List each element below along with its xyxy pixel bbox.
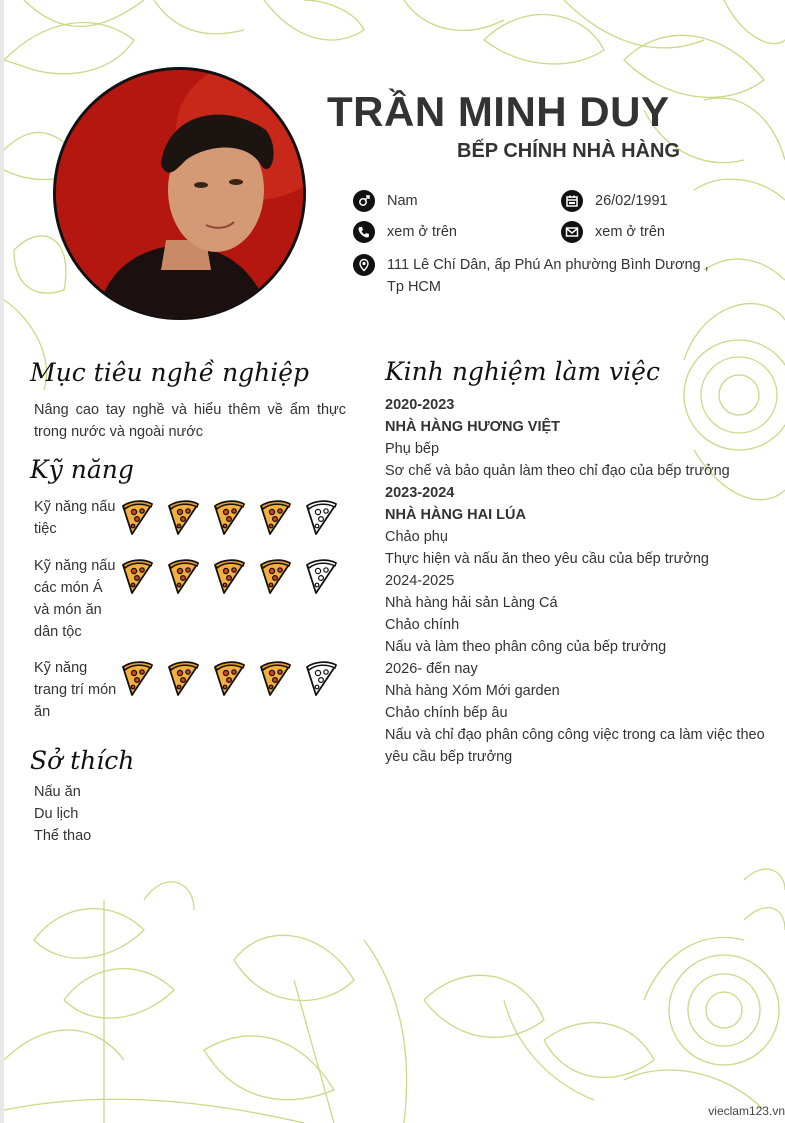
address-row: [353, 254, 733, 298]
pizza-slice-filled-icon: [166, 659, 201, 697]
pizza-slice-filled-icon: [258, 557, 293, 595]
email-value: xem ở trên: [595, 224, 665, 240]
address-line-2: Tp HCM: [387, 279, 441, 295]
objective-heading: Mục tiêu nghề nghiệp: [30, 358, 310, 387]
email-icon: [561, 221, 583, 243]
experience-line: 2026- đến nay: [385, 661, 478, 677]
experience-line: 2024-2025: [385, 573, 455, 589]
hobby-item: Thể thao: [34, 828, 92, 844]
pizza-slice-filled-icon: [258, 498, 293, 536]
skill-rating: [120, 498, 339, 540]
address-value: [387, 254, 709, 298]
address-line-1: 111 Lê Chí Dân, ấp Phú An phường Bình Dương ,: [387, 257, 709, 273]
birthday-row: [561, 190, 668, 212]
experience-line: Chảo chính: [385, 617, 460, 633]
experience-line: Thực hiện và nấu ăn theo yêu cầu của bếp trưởng: [385, 551, 709, 567]
experience-line: 2023-2024: [385, 485, 455, 501]
phone-row: [353, 221, 457, 243]
experience-line: 2020-2023: [385, 397, 455, 413]
skill-item: [34, 555, 354, 643]
hobby-item: Du lịch: [34, 806, 79, 822]
pizza-slice-filled-icon: [120, 557, 155, 595]
pizza-slice-filled-icon: [120, 659, 155, 697]
experience-line: Sơ chế và bảo quản làm theo chỉ đạo của bếp trưởng: [385, 463, 730, 479]
calendar-icon: [561, 190, 583, 212]
experience-line: Nấu và chỉ đạo phân công công việc trong ca làm việc theo yêu cầu bếp trưởng: [385, 727, 765, 765]
pizza-slice-filled-icon: [212, 659, 247, 697]
experience-line: Nhà hàng hải sản Làng Cá: [385, 595, 558, 611]
experience-list: [385, 394, 775, 768]
skill-name: Kỹ năng nấu các món Á và món ăn dân tộc: [34, 558, 116, 640]
pizza-slice-filled-icon: [166, 498, 201, 536]
profile-photo: [53, 67, 306, 320]
skill-rating: [120, 557, 339, 643]
skill-rating: [120, 659, 339, 723]
experience-line: Chảo chính bếp âu: [385, 705, 508, 721]
experience-line: Phụ bếp: [385, 441, 440, 457]
pizza-slice-empty-icon: [304, 659, 339, 697]
experience-line: NHÀ HÀNG HƯƠNG VIỆT: [385, 419, 561, 435]
gender-row: [353, 190, 418, 212]
birthday-value: 26/02/1991: [595, 193, 668, 209]
hobbies-heading: Sở thích: [30, 746, 135, 775]
experience-line: Nhà hàng Xóm Mới garden: [385, 683, 560, 699]
gender-icon: [353, 190, 375, 212]
skills-heading: Kỹ năng: [30, 455, 134, 484]
email-row: [561, 221, 665, 243]
gender-value: Nam: [387, 193, 418, 209]
skill-item: [34, 657, 354, 723]
pizza-slice-filled-icon: [166, 557, 201, 595]
location-icon: [353, 254, 375, 276]
candidate-name: TRẦN MINH DUY: [327, 88, 670, 135]
experience-line: Nấu và làm theo phân công của bếp trưởng: [385, 639, 667, 655]
skill-item: [34, 496, 354, 540]
hobby-item: Nấu ăn: [34, 784, 81, 800]
pizza-slice-filled-icon: [212, 498, 247, 536]
pizza-slice-empty-icon: [304, 557, 339, 595]
phone-icon: [353, 221, 375, 243]
pizza-slice-filled-icon: [120, 498, 155, 536]
skill-name: Kỹ năng nấu tiệc: [34, 499, 116, 537]
experience-line: NHÀ HÀNG HAI LÚA: [385, 507, 526, 523]
experience-heading: Kinh nghiệm làm việc: [385, 357, 660, 386]
phone-value: xem ở trên: [387, 224, 457, 240]
resume-page: [4, 0, 785, 1123]
pizza-slice-empty-icon: [304, 498, 339, 536]
footer-watermark: vieclam123.vn: [708, 1104, 785, 1118]
pizza-slice-filled-icon: [212, 557, 247, 595]
experience-line: Chảo phụ: [385, 529, 448, 545]
skill-name: Kỹ năng trang trí món ăn: [34, 660, 117, 720]
hobbies-list: [34, 781, 91, 847]
pizza-slice-filled-icon: [258, 659, 293, 697]
objective-text: Nâng cao tay nghề và hiểu thêm về ẩm thực trong nước và ngoài nước: [34, 402, 346, 440]
job-title: BẾP CHÍNH NHÀ HÀNG: [457, 140, 680, 162]
